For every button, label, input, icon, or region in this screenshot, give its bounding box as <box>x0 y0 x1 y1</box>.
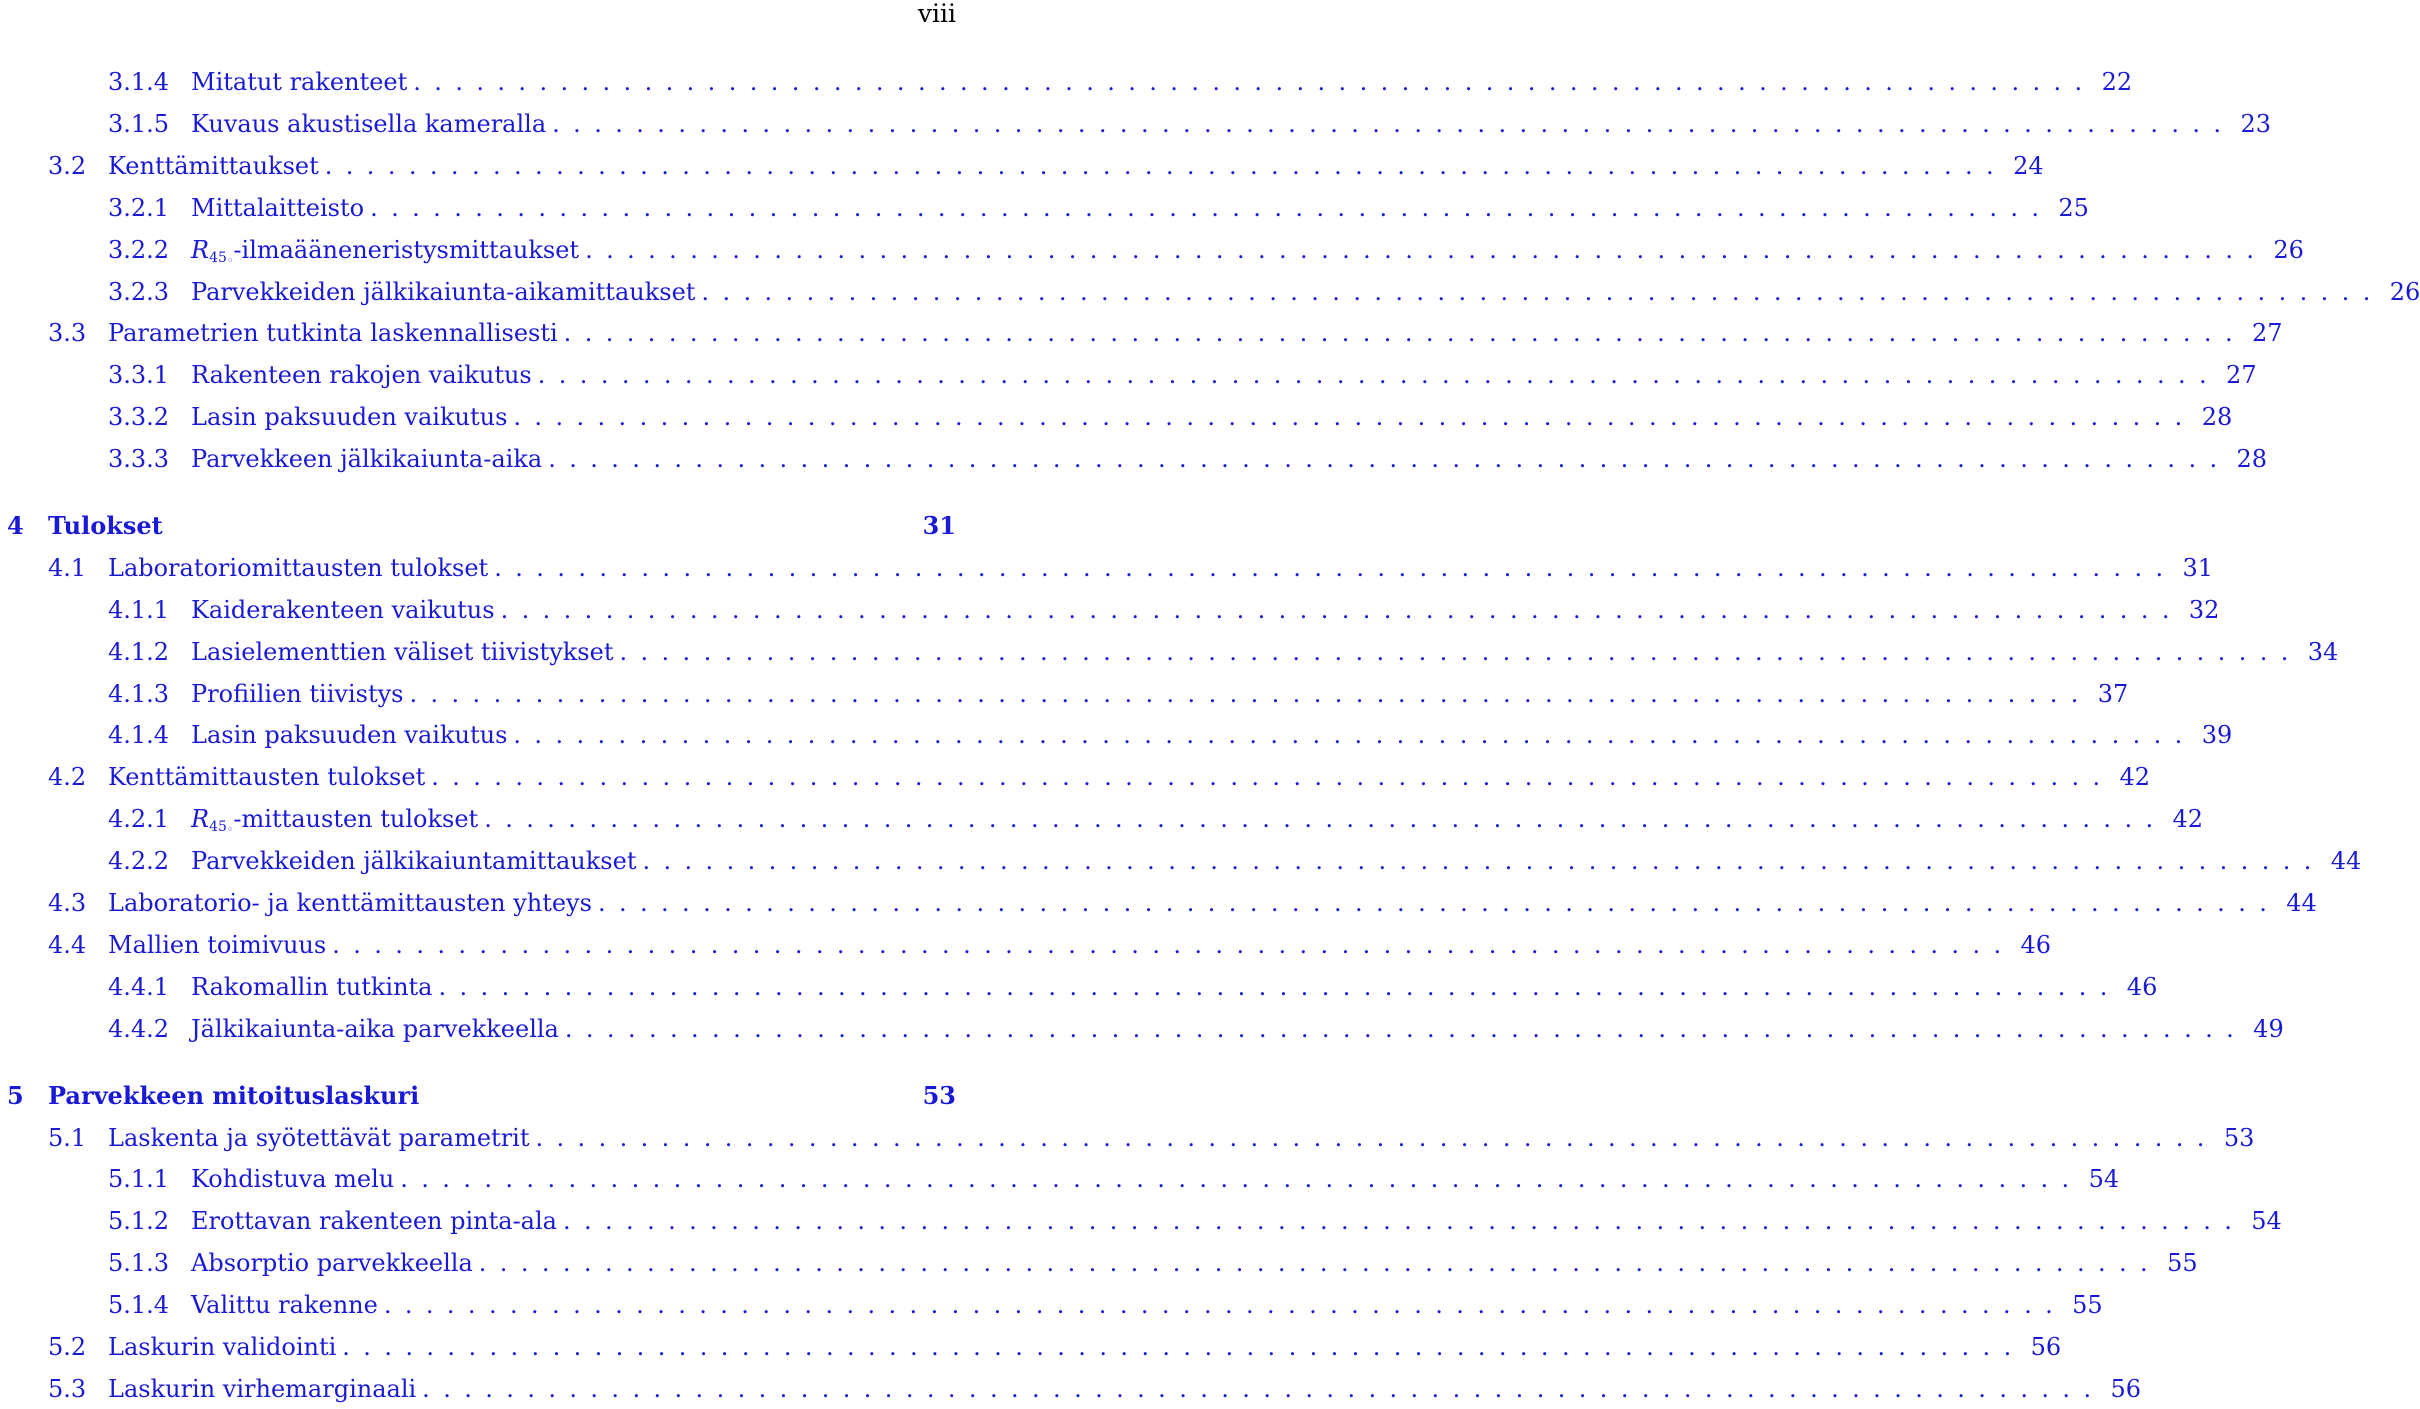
dot-leader: ................................................................................ <box>484 805 2167 833</box>
toc-entry[interactable] <box>0 506 956 546</box>
toc-entry-title[interactable]: Laskurin validointi <box>108 1333 337 1361</box>
dot-leader: ................................................................................ <box>413 68 2096 96</box>
toc-entry-number: 5.3 <box>48 1375 87 1403</box>
dot-leader: ................................................................................ <box>552 110 2235 138</box>
toc-entry[interactable] <box>0 1243 2198 1283</box>
toc-entry-title[interactable]: Rakomallin tutkinta <box>191 973 433 1001</box>
toc-entry-number: 3.3.2 <box>108 403 170 431</box>
toc-entry-number: 4.4.2 <box>108 1015 170 1043</box>
toc-entry-number: 4.3 <box>48 889 87 917</box>
toc-entry-number: 5.1 <box>48 1124 87 1152</box>
toc-entry-number: 3.3.3 <box>108 445 170 473</box>
toc-entry-page[interactable]: 27 <box>2226 361 2257 389</box>
toc-entry[interactable] <box>0 883 2317 923</box>
toc-entry-number: 5 <box>7 1081 24 1110</box>
toc-entry[interactable] <box>0 62 2133 102</box>
toc-entry-page[interactable]: 54 <box>2251 1207 2282 1235</box>
dot-leader: ................................................................................ <box>370 194 2053 222</box>
toc-entry-number: 4.2.2 <box>108 847 170 875</box>
dot-leader: ................................................................................ <box>324 152 2008 180</box>
subscript-45 <box>209 250 233 266</box>
toc-entry-title[interactable]: Jälkikaiunta-aika parvekkeella <box>191 1015 559 1043</box>
toc-entry-title[interactable]: Mitatut rakenteet <box>191 68 408 96</box>
toc-entry-title[interactable]: Laskenta ja syötettävät parametrit <box>108 1124 530 1152</box>
toc-entry-number: 3.1.5 <box>108 110 170 138</box>
toc-entry-number: 5.1.4 <box>108 1291 170 1319</box>
dot-leader: ................................................................................ <box>537 361 2221 389</box>
toc-entry-title[interactable]: Kuvaus akustisella kameralla <box>191 110 547 138</box>
toc-entry[interactable] <box>0 967 2158 1007</box>
toc-entry-title[interactable]: Parvekkeen mitoituslaskuri <box>48 1081 420 1110</box>
toc-entry-page[interactable]: 25 <box>2058 194 2089 222</box>
toc-entry-title[interactable]: Erottavan rakenteen pinta-ala <box>191 1207 557 1235</box>
toc-entry-title[interactable]: Kohdistuva melu <box>191 1165 395 1193</box>
toc-entry[interactable] <box>0 1118 2255 1158</box>
toc-entry-number: 4.2 <box>48 763 87 791</box>
dot-leader: ................................................................................ <box>513 721 2196 749</box>
toc-entry-title[interactable]: Profiilien tiivistys <box>191 680 404 708</box>
dot-leader: ................................................................................ <box>535 1124 2218 1152</box>
dot-leader: ................................................................................ <box>564 1015 2248 1043</box>
toc-entry[interactable] <box>0 1009 2284 1049</box>
page-number: viii <box>917 0 956 28</box>
toc-entry-title[interactable]: Rakenteen rakojen vaikutus <box>191 361 532 389</box>
toc-entry[interactable] <box>0 230 2304 270</box>
toc-entry[interactable] <box>0 1369 2142 1409</box>
toc-entry[interactable] <box>0 313 2283 353</box>
toc-entry[interactable] <box>0 674 2129 714</box>
toc-entry[interactable] <box>0 925 2052 965</box>
toc-entry-page[interactable]: 54 <box>2088 1165 2120 1193</box>
toc-entry-page[interactable]: 53 <box>2223 1124 2255 1152</box>
toc-entry[interactable] <box>0 146 2044 186</box>
toc-entry-number: 4.1 <box>48 554 87 582</box>
toc-entry-number: 5.1.2 <box>108 1207 170 1235</box>
toc-entry[interactable] <box>0 715 2233 755</box>
toc-entry-title[interactable]: Parvekkeiden jälkikaiunta-aikamittaukset <box>191 278 696 306</box>
toc-entry[interactable] <box>0 272 2420 312</box>
toc-entry-page[interactable]: 42 <box>2119 763 2151 791</box>
degree-symbol: ◦ <box>226 254 234 267</box>
toc-entry-number: 4.1.2 <box>108 638 170 666</box>
dot-leader: ................................................................................ <box>563 319 2246 347</box>
toc-entry-number: 5.1.1 <box>108 1165 170 1193</box>
symbol-r: R <box>191 236 210 264</box>
dot-leader: ................................................................................ <box>422 1375 2105 1403</box>
toc-entry[interactable] <box>0 1159 2120 1199</box>
symbol-r: R <box>191 805 210 833</box>
title-text: -mittausten tulokset <box>233 805 479 833</box>
toc-entry-title[interactable]: Lasielementtien väliset tiivistykset <box>191 638 614 666</box>
toc-entry-title[interactable]: Kenttämittausten tulokset <box>108 763 426 791</box>
toc-entry-page[interactable]: 56 <box>2030 1333 2062 1361</box>
toc-entry[interactable] <box>0 1327 2062 1367</box>
dot-leader: ................................................................................ <box>619 638 2302 666</box>
degree-symbol: ◦ <box>226 823 234 836</box>
toc-entry[interactable] <box>0 104 2271 144</box>
toc-entry-number: 4.4.1 <box>108 973 170 1001</box>
dot-leader: ................................................................................ <box>642 847 2325 875</box>
toc-entry-title[interactable]: Laskurin virhemarginaali <box>108 1375 417 1403</box>
toc-entry-page[interactable]: 55 <box>2167 1249 2198 1277</box>
toc-entry-page[interactable]: 56 <box>2110 1375 2142 1403</box>
toc-entry-page[interactable]: 49 <box>2253 1015 2284 1043</box>
toc-entry-number: 3.2.2 <box>108 236 170 264</box>
toc-entry-number: 4.2.1 <box>108 805 170 833</box>
toc-entry[interactable] <box>0 397 2233 437</box>
toc-entry-number: 3.3 <box>48 319 87 347</box>
toc-entry-number: 4 <box>7 511 24 540</box>
toc-entry[interactable] <box>0 355 2257 395</box>
toc-entry-title[interactable]: Lasin paksuuden vaikutus <box>191 403 508 431</box>
toc-entry-page[interactable]: 42 <box>2172 805 2204 833</box>
dot-leader: ................................................................................ <box>438 973 2121 1001</box>
toc-entry[interactable] <box>0 799 2204 839</box>
toc-entry-number: 4.1.1 <box>108 596 170 624</box>
dot-leader: ................................................................................ <box>431 763 2114 791</box>
toc-entry-number: 3.2 <box>48 152 87 180</box>
dot-leader: ................................................................................ <box>383 1291 2067 1319</box>
toc-entry[interactable] <box>0 632 2339 672</box>
toc-entry-page[interactable]: 32 <box>2188 596 2220 624</box>
toc-entry-page[interactable]: 37 <box>2097 680 2129 708</box>
toc-entry[interactable] <box>0 757 2151 797</box>
dot-leader: ................................................................................ <box>597 889 2281 917</box>
toc-entry-page[interactable]: 26 <box>2389 278 2420 306</box>
toc-entry-title[interactable]: Mallien toimivuus <box>108 931 327 959</box>
title-text: -ilmaääneneristysmittaukset <box>233 236 580 264</box>
toc-entry-number: 4.1.4 <box>108 721 170 749</box>
toc-entry-page[interactable]: 55 <box>2072 1291 2103 1319</box>
toc-entry-title[interactable]: Parvekkeen jälkikaiunta-aika <box>191 445 543 473</box>
toc-entry-page[interactable]: 31 <box>922 511 956 540</box>
toc-entry-number: 5.1.3 <box>108 1249 170 1277</box>
toc-entry-number: 3.3.1 <box>108 361 170 389</box>
toc-entry-page[interactable]: 22 <box>2101 68 2133 96</box>
toc-entry-number: 3.2.1 <box>108 194 170 222</box>
dot-leader: ................................................................................ <box>513 403 2196 431</box>
dot-leader: ................................................................................ <box>409 680 2092 708</box>
dot-leader: ................................................................................ <box>500 596 2183 624</box>
dot-leader: ................................................................................ <box>400 1165 2083 1193</box>
dot-leader: ................................................................................ <box>548 445 2231 473</box>
toc-entry-title[interactable]: Mittalaitteisto <box>191 194 365 222</box>
toc-entry[interactable] <box>0 841 2362 881</box>
toc-entry-page[interactable]: 28 <box>2236 445 2268 473</box>
toc-entry-page[interactable]: 24 <box>2013 152 2044 180</box>
toc-entry-number: 3.1.4 <box>108 68 170 96</box>
toc-entry[interactable] <box>0 439 2268 479</box>
toc-entry-page[interactable]: 34 <box>2307 638 2339 666</box>
toc-entry-number: 4.4 <box>48 931 87 959</box>
toc-entry-title[interactable]: Lasin paksuuden vaikutus <box>191 721 508 749</box>
toc-entry[interactable] <box>0 1285 2103 1325</box>
dot-leader: ................................................................................ <box>342 1333 2025 1361</box>
toc-entry-number: 5.2 <box>48 1333 87 1361</box>
toc-entry-title[interactable]: Tulokset <box>48 511 163 540</box>
dot-leader: ................................................................................ <box>332 931 2015 959</box>
toc-entry-title[interactable]: Parametrien tutkinta laskennallisesti <box>108 319 558 347</box>
toc-entry-page[interactable]: 39 <box>2201 721 2233 749</box>
toc-entry-title[interactable]: Laboratoriomittausten tulokset <box>108 554 489 582</box>
toc-entry-page[interactable]: 28 <box>2201 403 2233 431</box>
toc-entry-page[interactable]: 46 <box>2126 973 2158 1001</box>
toc-entry-number: 4.1.3 <box>108 680 170 708</box>
dot-leader: ................................................................................ <box>562 1207 2246 1235</box>
subscript-value: 45 <box>209 819 227 835</box>
toc-entry[interactable] <box>0 548 2214 588</box>
toc-entry-page[interactable]: 31 <box>2182 554 2214 582</box>
toc-entry-page[interactable]: 53 <box>922 1081 956 1110</box>
dot-leader: ................................................................................ <box>494 554 2177 582</box>
toc-entry-page[interactable]: 27 <box>2251 319 2283 347</box>
toc-entry-title[interactable]: Parvekkeiden jälkikaiuntamittaukset <box>191 847 637 875</box>
toc-entry-page[interactable]: 26 <box>2273 236 2304 264</box>
toc-entry-title[interactable] <box>191 230 579 270</box>
toc-entry-title[interactable]: Kaiderakenteen vaikutus <box>191 596 495 624</box>
toc-entry-title[interactable] <box>191 799 478 839</box>
subscript-value: 45 <box>209 250 227 266</box>
toc-entry[interactable] <box>0 188 2089 228</box>
toc-entry-title[interactable]: Valittu rakenne <box>191 1291 378 1319</box>
dot-leader: ................................................................................ <box>478 1249 2162 1277</box>
toc-entry-page[interactable]: 44 <box>2286 889 2317 917</box>
toc-entry[interactable] <box>0 1076 956 1116</box>
toc-entry[interactable] <box>0 1201 2282 1241</box>
toc-entry[interactable] <box>0 590 2220 630</box>
toc-entry-page[interactable]: 44 <box>2330 847 2362 875</box>
toc-entry-page[interactable]: 23 <box>2240 110 2271 138</box>
toc-entry-title[interactable]: Absorptio parvekkeella <box>191 1249 473 1277</box>
subscript-45 <box>209 819 233 835</box>
dot-leader: ................................................................................ <box>585 236 2268 264</box>
toc-entry-title[interactable]: Laboratorio- ja kenttämittausten yhteys <box>108 889 592 917</box>
toc-entry-title[interactable]: Kenttämittaukset <box>108 152 319 180</box>
toc-entry-number: 3.2.3 <box>108 278 170 306</box>
toc-entry-page[interactable]: 46 <box>2020 931 2052 959</box>
dot-leader: ................................................................................ <box>701 278 2384 306</box>
